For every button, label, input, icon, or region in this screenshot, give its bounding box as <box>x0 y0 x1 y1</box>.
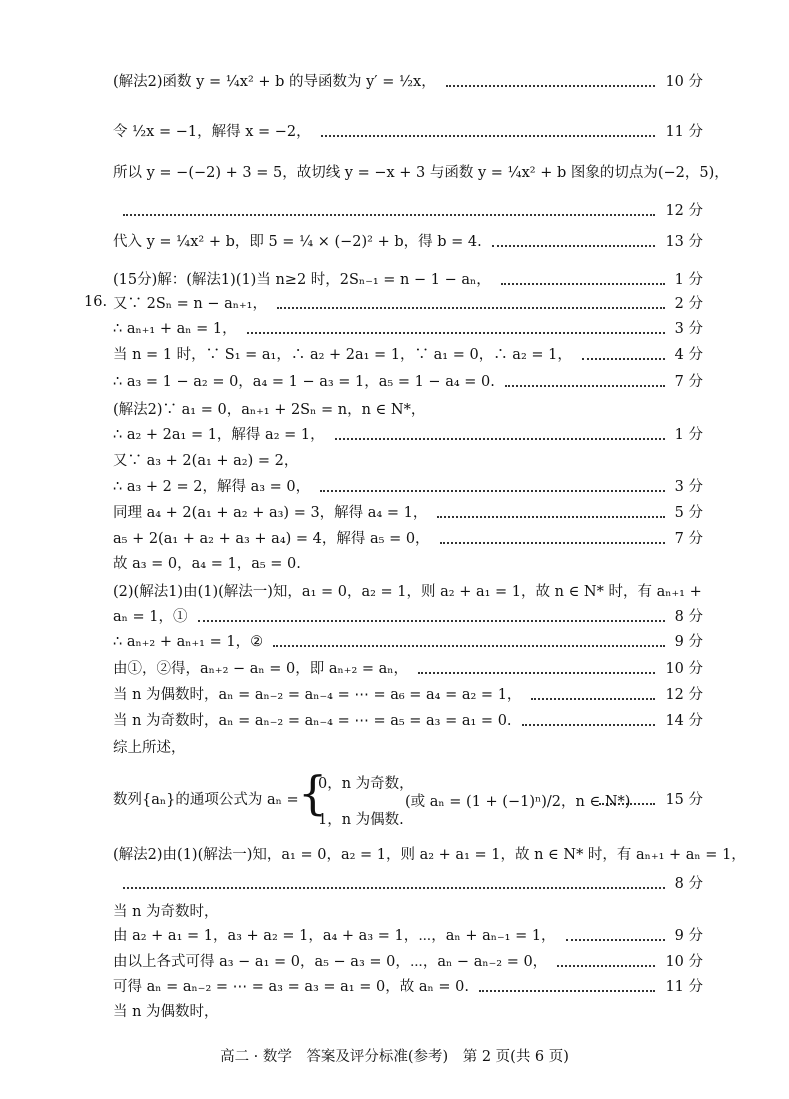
score-points: 12 分 <box>665 687 703 703</box>
line-text: 当 n = 1 时，∵ S₁ = a₁，∴ a₂ + 2a₁ = 1，∵ a₁ = 0，∴ a₂ = 1， <box>113 347 572 363</box>
dot-leader <box>531 698 655 700</box>
line-text: 故 a₃ = 0，a₄ = 1，a₅ = 0. <box>113 556 301 572</box>
score-points: 3 分 <box>674 479 703 495</box>
score-points: 12 分 <box>665 203 703 219</box>
solution-line <box>113 72 703 92</box>
solution-line <box>113 607 703 627</box>
piecewise-brace: { <box>298 766 328 820</box>
line-text: ∴ a₃ = 1 − a₂ = 0，a₄ = 1 − a₃ = 1，a₅ = 1 − a₄ = 0. <box>113 374 495 390</box>
piecewise-case-even: 1，n 为偶数. <box>318 812 404 828</box>
solution-line <box>113 685 703 705</box>
line-text: 可得 aₙ = aₙ₋₂ = ⋯ = a₃ = a₃ = a₁ = 0，故 aₙ = 0. <box>113 979 469 995</box>
solution-line <box>113 232 703 252</box>
score-points: 2 分 <box>674 296 703 312</box>
solution-line <box>113 372 703 392</box>
line-text: 由以上各式可得 a₃ − a₁ = 0，a₅ − a₃ = 0，⋯，aₙ − aₙ₋₂ = 0， <box>113 954 548 970</box>
solution-line <box>113 477 703 497</box>
line-text: 代入 y = ¼x² + b，即 5 = ¼ × (−2)² + b，得 b = 4. <box>113 234 482 250</box>
score-points: 10 分 <box>665 661 703 677</box>
question-number: 16. <box>84 294 108 310</box>
dot-leader <box>273 645 665 647</box>
solution-line <box>113 345 703 365</box>
score-points: 7 分 <box>674 531 703 547</box>
line-text: ∴ aₙ₊₂ + aₙ₊₁ = 1，② <box>113 634 264 650</box>
line-text: 当 n 为奇数时， <box>113 904 219 920</box>
line-text: 又∵ 2Sₙ = n − aₙ₊₁， <box>113 296 267 312</box>
solution-line <box>113 952 703 972</box>
solution-line <box>113 400 703 420</box>
score-points: 1 分 <box>674 427 703 443</box>
dot-leader <box>123 887 665 889</box>
line-text: 由 a₂ + a₁ = 1，a₃ + a₂ = 1，a₄ + a₃ = 1，⋯，aₙ + aₙ₋₁ = 1， <box>113 928 556 944</box>
solution-line <box>113 874 703 894</box>
dot-leader <box>492 245 656 247</box>
dot-leader <box>522 724 656 726</box>
solution-line <box>113 529 703 549</box>
line-text: 当 n 为偶数时，aₙ = aₙ₋₂ = aₙ₋₄ = ⋯ = a₆ = a₄ = a₂ = 1， <box>113 687 522 703</box>
line-text: 同理 a₄ + 2(a₁ + a₂ + a₃) = 3，解得 a₄ = 1， <box>113 505 428 521</box>
line-text: (解法2)∵ a₁ = 0，aₙ₊₁ + 2Sₙ = n，n ∈ N*， <box>113 402 426 418</box>
score-points: 9 分 <box>674 634 703 650</box>
solution-line <box>113 659 703 679</box>
piecewise-alternative: (或 aₙ = (1 + (−1)ⁿ)/2，n ∈ N*) <box>405 794 631 810</box>
dot-leader <box>437 516 664 518</box>
score-points: 7 分 <box>674 374 703 390</box>
line-text: (解法2)由(1)(解法一)知，a₁ = 0，a₂ = 1，则 a₂ + a₁ = 1，故 n ∈ N* 时，有 aₙ₊₁ + aₙ = 1， <box>113 847 746 863</box>
dot-leader <box>446 85 656 87</box>
dot-leader <box>566 939 665 941</box>
score-points: 15 分 <box>665 792 703 808</box>
line-text: 令 ½x = −1，解得 x = −2， <box>113 124 311 140</box>
dot-leader <box>123 214 655 216</box>
line-text: 当 n 为偶数时， <box>113 1004 219 1020</box>
dot-leader <box>247 332 665 334</box>
line-text: (解法2)函数 y = ¼x² + b 的导函数为 y′ = ½x， <box>113 74 436 90</box>
score-points: 8 分 <box>674 609 703 625</box>
solution-line <box>113 294 703 314</box>
score-points: 8 分 <box>674 876 703 892</box>
line-text: ∴ aₙ₊₁ + aₙ = 1， <box>113 321 237 337</box>
dot-leader <box>418 672 655 674</box>
line-text: ∴ a₂ + 2a₁ = 1，解得 a₂ = 1， <box>113 427 325 443</box>
solution-line <box>113 503 703 523</box>
score-points: 10 分 <box>665 74 703 90</box>
line-text: a₅ + 2(a₁ + a₂ + a₃ + a₄) = 4，解得 a₅ = 0， <box>113 531 430 547</box>
solution-line <box>113 163 729 183</box>
dot-leader <box>277 307 665 309</box>
solution-line <box>113 902 703 922</box>
solution-line <box>113 425 703 445</box>
line-text: (2)(解法1)由(1)(解法一)知，a₁ = 0，a₂ = 1，则 a₂ + a₁ = 1，故 n ∈ N* 时，有 aₙ₊₁ + <box>113 584 702 600</box>
score-points: 14 分 <box>665 713 703 729</box>
dot-leader <box>505 385 665 387</box>
line-text: aₙ = 1，① <box>113 609 188 625</box>
solution-line <box>113 977 703 997</box>
dot-leader <box>582 358 665 360</box>
solution-line <box>113 451 703 471</box>
line-text: 数列{aₙ}的通项公式为 aₙ = <box>113 792 299 808</box>
solution-line <box>113 554 703 574</box>
dot-leader <box>501 283 665 285</box>
solution-line <box>113 270 703 290</box>
line-text: 由①，②得，aₙ₊₂ − aₙ = 0，即 aₙ₊₂ = aₙ， <box>113 661 409 677</box>
score-points: 3 分 <box>674 321 703 337</box>
line-text: 所以 y = −(−2) + 3 = 5，故切线 y = −x + 3 与函数 y = ¼x² + b 图象的切点为(−2，5)， <box>113 165 729 181</box>
dot-leader <box>479 990 655 992</box>
solution-line <box>113 201 703 221</box>
solution-line <box>113 319 703 339</box>
piecewise-case-odd: 0，n 为奇数， <box>318 776 414 792</box>
solution-line <box>113 122 703 142</box>
line-text: 又∵ a₃ + 2(a₁ + a₂) = 2， <box>113 453 299 469</box>
dot-leader <box>198 620 665 622</box>
solution-line <box>113 632 703 652</box>
score-points: 1 分 <box>674 272 703 288</box>
solution-line <box>113 582 703 602</box>
page-footer: 高二 · 数学 答案及评分标准(参考) 第 2 页(共 6 页) <box>220 1049 569 1065</box>
line-text: 当 n 为奇数时，aₙ = aₙ₋₂ = aₙ₋₄ = ⋯ = a₅ = a₃ = a₁ = 0. <box>113 713 512 729</box>
dot-leader <box>440 542 665 544</box>
solution-line <box>113 711 703 731</box>
score-points: 10 分 <box>665 954 703 970</box>
score-points: 11 分 <box>665 124 703 140</box>
line-text: 综上所述， <box>113 740 186 756</box>
dot-leader <box>320 490 665 492</box>
dot-leader <box>335 438 665 440</box>
solution-line <box>113 845 746 865</box>
solution-line <box>113 1002 703 1022</box>
score-points: 9 分 <box>674 928 703 944</box>
dot-leader <box>321 135 656 137</box>
score-points: 4 分 <box>674 347 703 363</box>
solution-line <box>113 738 703 758</box>
score-points: 11 分 <box>665 979 703 995</box>
score-points: 13 分 <box>665 234 703 250</box>
line-text: (15分)解：(解法1)(1)当 n≥2 时，2Sₙ₋₁ = n − 1 − aₙ， <box>113 272 491 288</box>
dot-leader <box>557 965 655 967</box>
solution-line <box>113 926 703 946</box>
score-points: 5 分 <box>674 505 703 521</box>
line-text: ∴ a₃ + 2 = 2，解得 a₃ = 0， <box>113 479 311 495</box>
